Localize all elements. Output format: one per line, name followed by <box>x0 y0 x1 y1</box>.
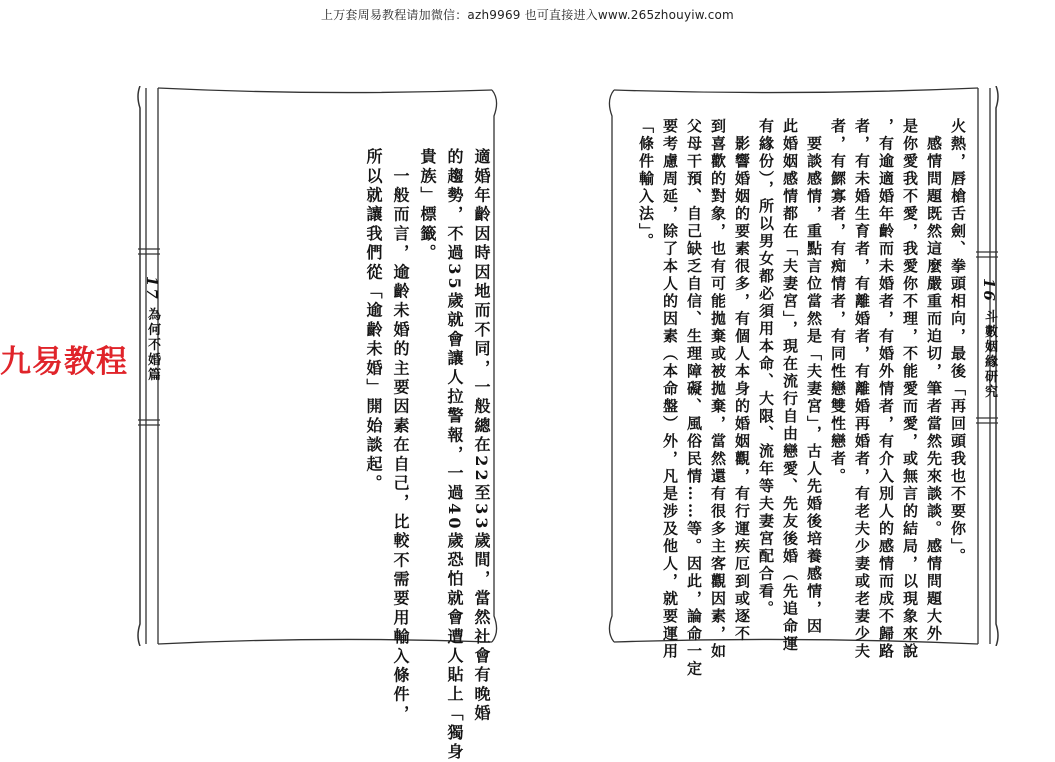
text-column: 一般而言，逾齡未婚的主要因素在自己，比較不需要用輸入條件， <box>391 148 410 724</box>
watermark-logo: 九易教程 <box>0 344 128 380</box>
text-column: 要考慮周延，除了本人的因素（本命盤）外，凡是涉及他人，就要運用 <box>661 118 679 661</box>
right-running-title: 斗數姻緣研究 <box>982 309 997 400</box>
text-column: 的趨勢，不過35歲就會讓人拉警報，一過40歲恐怕就會遭人貼上「獨身 <box>445 148 464 762</box>
left-running-head <box>143 276 162 382</box>
text-column: 到喜歡的對象，也有可能拋棄或被拋棄，當然還有很多主客觀因素，如 <box>709 118 727 661</box>
right-body-text <box>634 118 970 678</box>
text-column: ，有逾適婚年齡而未婚者，有婚外情者，有介入別人的感情而成不歸路 <box>877 118 895 661</box>
text-column: 有緣份），所以男女都必須用本命、大限、流年等夫妻宮配合看。 <box>757 118 775 618</box>
right-running-head <box>980 278 999 399</box>
text-column: 者，有鰥寡者，有痴情者，有同性戀雙性戀者。 <box>829 118 847 486</box>
text-column: 是你愛我不愛，我愛你不理，不能愛而愛，或無言的結局，以現象來說 <box>901 118 919 661</box>
left-running-title: 為何不婚篇 <box>145 307 160 383</box>
text-column: 貴族」標籤。 <box>418 148 437 264</box>
text-column: 影響婚姻的要素很多，有個人本身的婚姻觀，有行運疾厄到或逐不 <box>733 118 751 643</box>
left-page <box>134 86 500 762</box>
text-column: 「條件輸入法」。 <box>637 118 655 251</box>
text-column: 適婚年齡因時因地而不同，一般總在22至33歲間，當然社會有晚婚 <box>472 148 491 724</box>
text-column: 所以就讓我們從「逾齡未婚」開始談起。 <box>364 148 383 494</box>
text-column: 此婚姻感情都在「夫妻宮」，現在流行自由戀愛、先友後婚（先追命運 <box>781 118 799 653</box>
text-column: 火熱，唇槍舌劍、拳頭相向，最後「再回頭我也不要你」。 <box>949 118 967 566</box>
left-body-text <box>360 148 495 762</box>
text-column: 要談感情，重點言位當然是「夫妻宮」，古人先婚後培養感情，因 <box>805 118 823 636</box>
text-column: 感情問題既然這麼嚴重而迫切，筆者當然先來談談。感情問題大外 <box>925 118 943 643</box>
right-page <box>606 86 1002 678</box>
header-banner: 上万套周易教程请加微信：azh9969 也可直接进入www.265zhouyiw.com <box>321 8 734 22</box>
right-page-number: 16 <box>980 278 998 303</box>
text-column: 者，有未婚生育者，有離婚者，有離婚再婚者，有老夫少妻或老妻少夫 <box>853 118 871 661</box>
left-page-number: 17 <box>143 276 161 301</box>
text-column: 父母干預、自己缺乏自信、生理障礙、風俗民情……等。因此，論命一定 <box>685 118 703 678</box>
